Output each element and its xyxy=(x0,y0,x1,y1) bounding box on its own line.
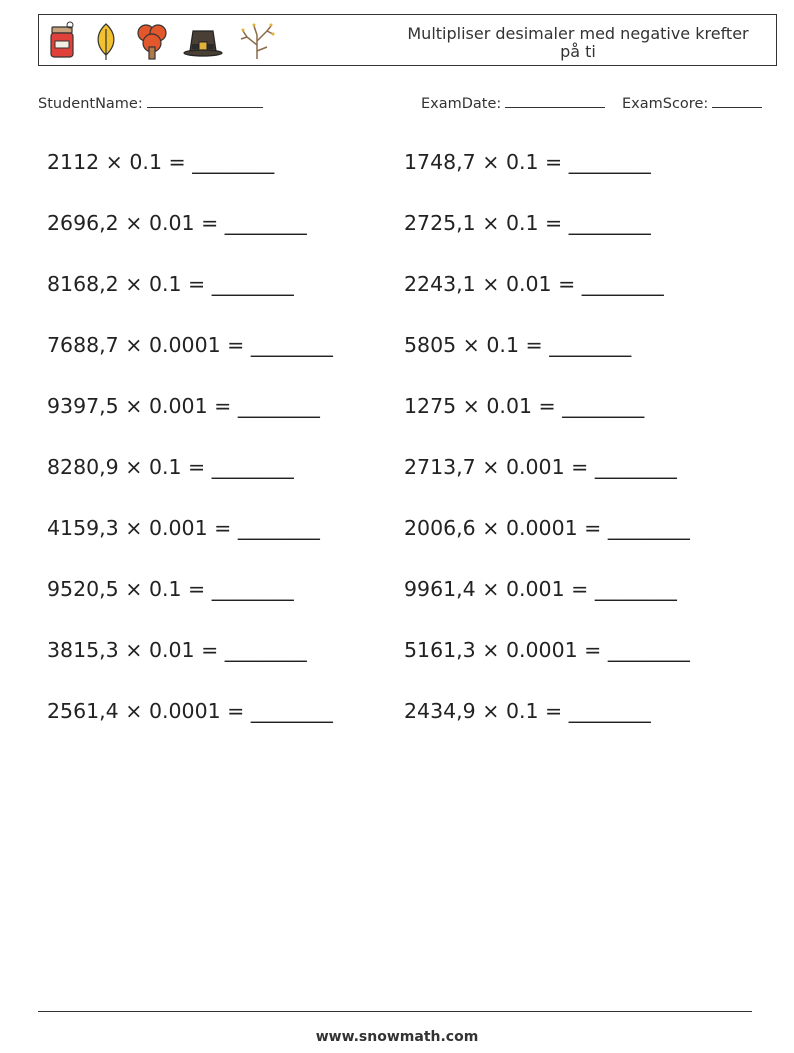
exam-score-field xyxy=(622,93,762,112)
problem[interactable]: 2006,6 × 0.0001 = ________ xyxy=(404,516,690,540)
footer-divider xyxy=(38,1011,752,1012)
footer-url[interactable]: www.snowmath.com xyxy=(315,1029,479,1045)
student-name-blank[interactable] xyxy=(147,93,263,108)
exam-date-blank[interactable] xyxy=(505,93,605,108)
header-icons xyxy=(47,21,277,61)
yellow-leaf-icon xyxy=(91,21,121,61)
exam-score-label: ExamScore: xyxy=(622,96,709,112)
autumn-tree-icon xyxy=(135,21,169,61)
problem[interactable]: 1748,7 × 0.1 = ________ xyxy=(404,150,651,174)
worksheet-title: Multipliser desimaler med negative krefter på ti xyxy=(407,24,749,61)
problem[interactable]: 2434,9 × 0.1 = ________ xyxy=(404,699,651,723)
problem[interactable]: 5805 × 0.1 = ________ xyxy=(404,333,632,357)
problem[interactable]: 1275 × 0.01 = ________ xyxy=(404,394,645,418)
problem[interactable]: 8168,2 × 0.1 = ________ xyxy=(47,272,294,296)
exam-date-field xyxy=(421,93,605,112)
problem[interactable]: 2725,1 × 0.1 = ________ xyxy=(404,211,651,235)
problem[interactable]: 7688,7 × 0.0001 = ________ xyxy=(47,333,333,357)
problem[interactable]: 9961,4 × 0.001 = ________ xyxy=(404,577,677,601)
problem[interactable]: 9520,5 × 0.1 = ________ xyxy=(47,577,294,601)
student-name-field xyxy=(38,93,263,112)
worksheet-header xyxy=(38,14,777,66)
problem[interactable]: 8280,9 × 0.1 = ________ xyxy=(47,455,294,479)
exam-date-label: ExamDate: xyxy=(421,96,502,112)
problem[interactable]: 3815,3 × 0.01 = ________ xyxy=(47,638,307,662)
problem[interactable]: 5161,3 × 0.0001 = ________ xyxy=(404,638,690,662)
problem[interactable]: 2243,1 × 0.01 = ________ xyxy=(404,272,664,296)
jam-jar-icon xyxy=(47,21,77,61)
student-name-label: StudentName: xyxy=(38,96,143,112)
problem[interactable]: 2696,2 × 0.01 = ________ xyxy=(47,211,307,235)
bare-branch-icon xyxy=(237,21,277,61)
problem[interactable]: 2112 × 0.1 = ________ xyxy=(47,150,275,174)
problem[interactable]: 4159,3 × 0.001 = ________ xyxy=(47,516,320,540)
problem[interactable]: 9397,5 × 0.001 = ________ xyxy=(47,394,320,418)
problem[interactable]: 2713,7 × 0.001 = ________ xyxy=(404,455,677,479)
exam-score-blank[interactable] xyxy=(712,93,762,108)
problem[interactable]: 2561,4 × 0.0001 = ________ xyxy=(47,699,333,723)
pilgrim-hat-icon xyxy=(183,21,223,61)
